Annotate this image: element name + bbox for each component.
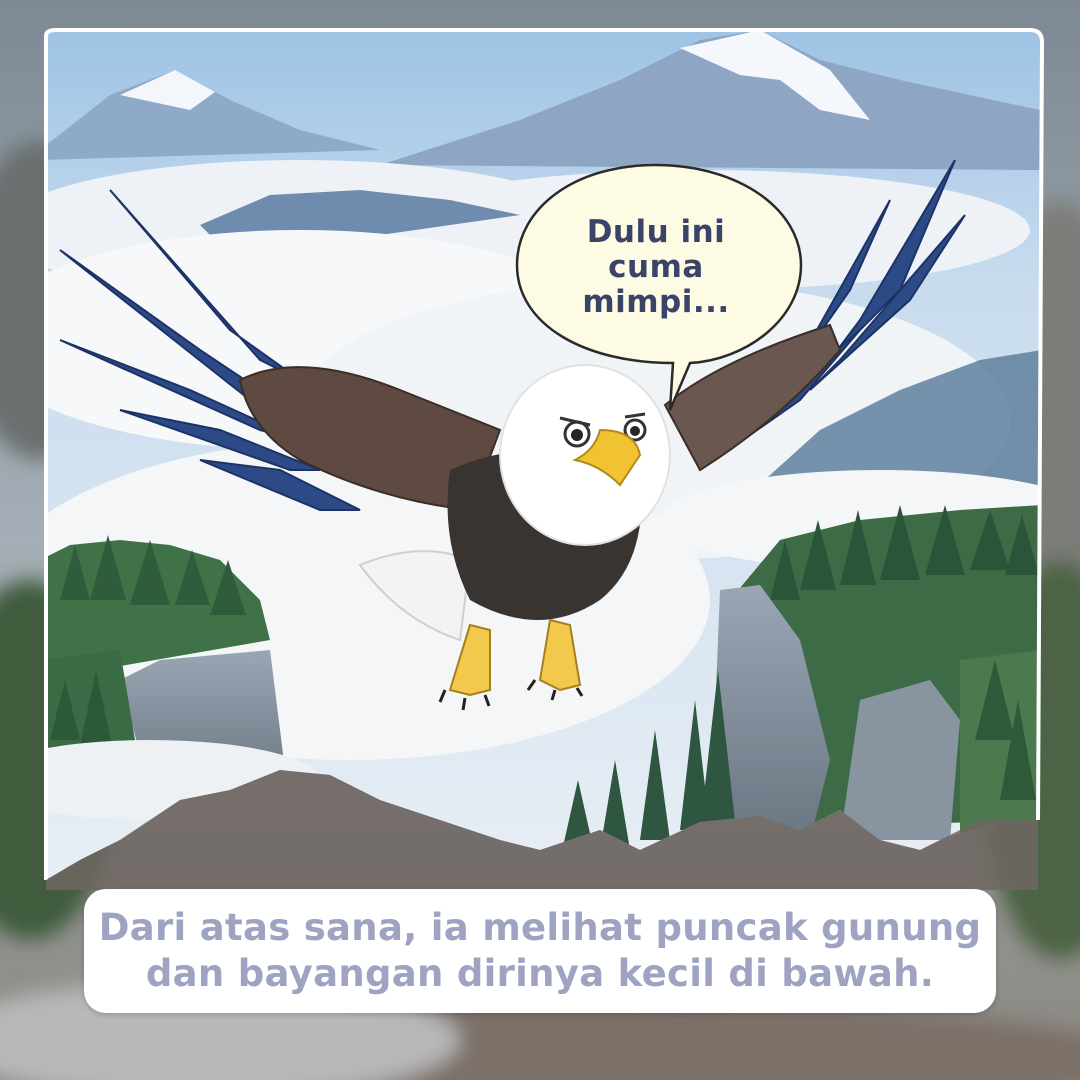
caption-line: dan bayangan dirinya kecil di bawah.: [145, 952, 935, 995]
speech-line: cuma: [608, 249, 704, 285]
caption-box: [84, 889, 996, 1013]
speech-bubble-text: [520, 215, 792, 320]
caption-line: Dari atas sana, ia melihat puncak gunung: [98, 906, 982, 949]
speech-line: mimpi...: [582, 284, 730, 320]
speech-line: Dulu ini: [586, 214, 726, 250]
